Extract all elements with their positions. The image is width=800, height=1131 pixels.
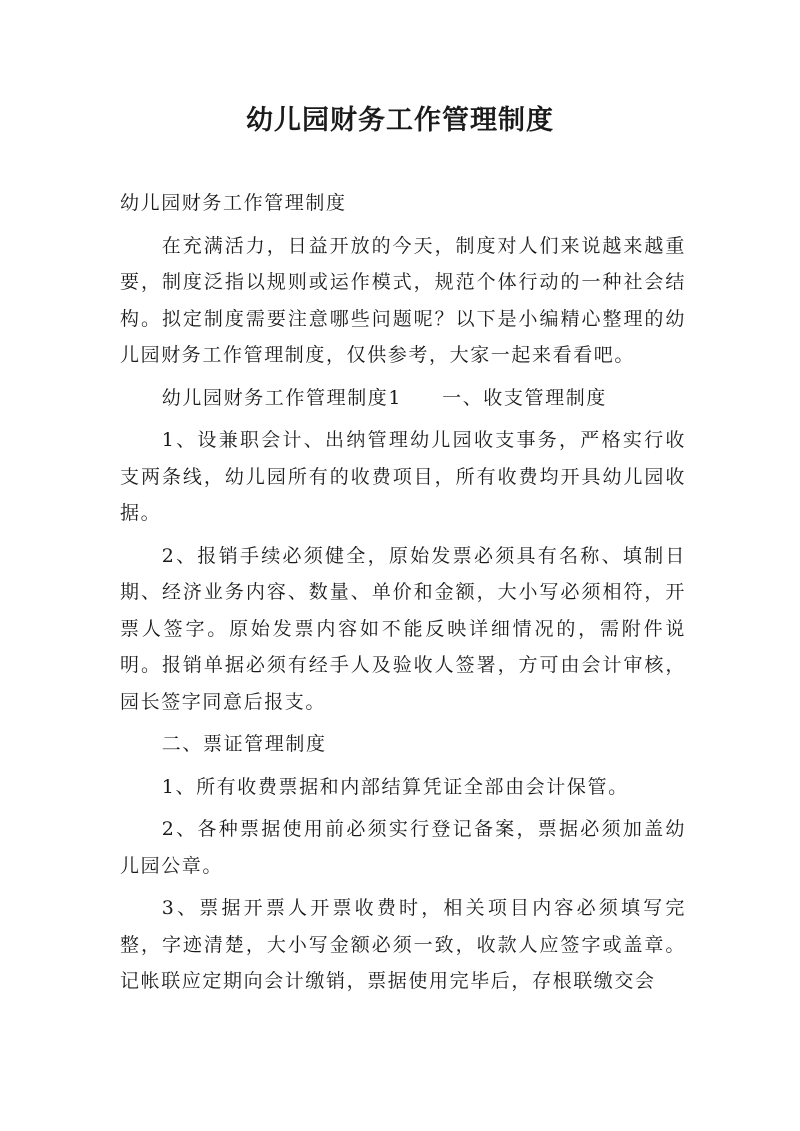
section1-heading: 幼儿园财务工作管理制度1 bbox=[161, 386, 403, 409]
intro-paragraph: 在充满活力，日益开放的今天，制度对人们来说越来越重要，制度泛指以规则或运作模式，规范个体行动的一种社会结构。拟定制度需要注意哪些问题呢？以下是小编精心整理的幼儿园财务工作管理制度，仅供参考，大家一起来看看吧。 bbox=[120, 234, 686, 366]
paragraph-item2-1: 1、所有收费票据和内部结算凭证全部由会计保管。 bbox=[161, 775, 629, 798]
paragraph-item1-1: 1、设兼职会计、出纳管理幼儿园收支事务，严格实行收支两条线，幼儿园所有的收费项目，所有收费均开具幼儿园收据。 bbox=[120, 429, 686, 524]
document-subtitle: 幼儿园财务工作管理制度 bbox=[120, 192, 347, 214]
paragraph-item2-3: 3、票据开票人开票收费时，相关项目内容必须填写完整，字迹清楚，大小写金额必须一致，收款人应签字或盖章。记帐联应定期向会计缴销，票据使用完毕后，存根联缴交会 bbox=[120, 897, 686, 992]
document-body bbox=[120, 185, 686, 1006]
paragraph-item1-2: 2、报销手续必须健全，原始发票必须具有名称、填制日期、经济业务内容、数量、单价和金额，大小写必须相符，开票人签字。原始发票内容如不能反映详细情况的，需附件说明。报销单据必须有经手人及验收人签署，方可由会计审核，园长签字同意后报支。 bbox=[120, 544, 686, 713]
section-heading-line bbox=[120, 380, 686, 417]
paragraph-item2-2: 2、各种票据使用前必须实行登记备案，票据必须加盖幼儿园公章。 bbox=[120, 818, 686, 877]
section1-part1-heading: 一、收支管理制度 bbox=[442, 386, 607, 409]
document-title: 幼儿园财务工作管理制度 bbox=[246, 105, 554, 136]
part2-heading: 二、票证管理制度 bbox=[161, 733, 327, 755]
